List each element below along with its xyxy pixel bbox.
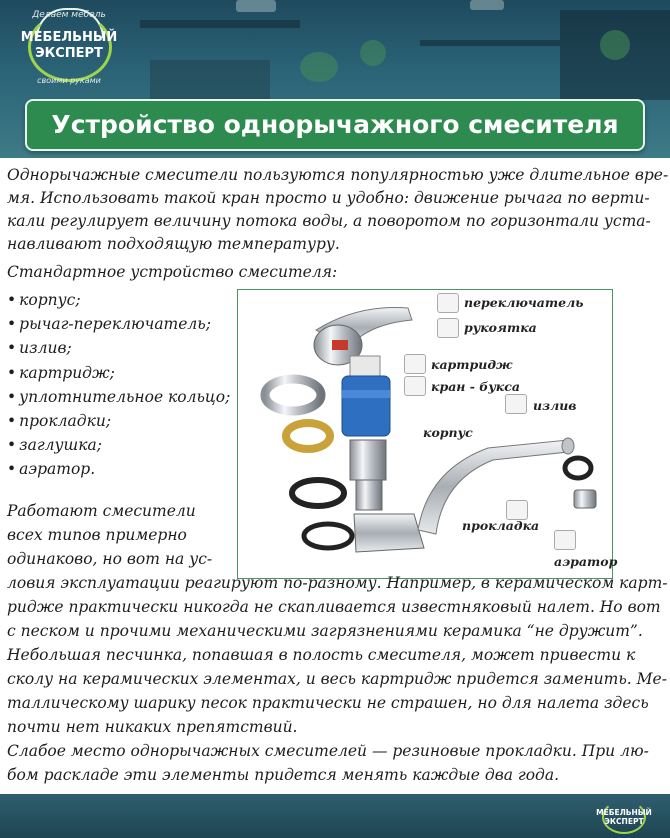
spout-icon: [505, 394, 527, 414]
footer-logo[interactable]: [588, 798, 660, 836]
side-text-line: Работают смесители: [7, 502, 196, 520]
list-item: • картридж;: [7, 361, 230, 385]
body-line: бом раскладе эти элементы придется менять каждые два года.: [7, 766, 560, 784]
body-line: Слабое место однорычажных смесителей — резиновые прокладки. При лю-: [7, 742, 649, 760]
list-item: • рычаг-переключатель;: [7, 312, 230, 336]
label-spout: излив: [533, 398, 577, 413]
body-line: ловия эксплуатации реагируют по-разному. Например, в керамическом карт-: [7, 574, 668, 592]
intro-line: кали регулирует величину потока воды, а поворотом по горизонтали уста-: [7, 212, 651, 230]
switch-icon: [437, 293, 459, 313]
list-item: • заглушка;: [7, 433, 230, 457]
label-valve: кран - букса: [431, 379, 520, 394]
label-switch: переключатель: [464, 295, 584, 310]
aerator-icon: [554, 530, 576, 550]
label-aerator: аэратор: [554, 554, 618, 569]
body-line: ридже практически никогда не скапливается известняковый налет. Но вот: [7, 598, 661, 616]
side-text-line: всех типов примерно: [7, 526, 187, 544]
intro-line: Стандартное устройство смесителя:: [7, 263, 338, 281]
brand-logo[interactable]: [8, 6, 130, 90]
mixer-diagram: [237, 289, 618, 579]
cartridge-icon: [404, 354, 426, 374]
body-line: почти нет никаких препятствий.: [7, 718, 298, 736]
body-line: таллическому шарику песок практически не страшен, но для налета здесь: [7, 694, 649, 712]
body-line: Небольшая песчинка, попавшая в полость смесителя, может привести к: [7, 646, 636, 664]
logo-name-line2: ЭКСПЕРТ: [35, 46, 103, 61]
label-cartridge: картридж: [431, 357, 513, 372]
list-item: • корпус;: [7, 288, 230, 312]
parts-list: [7, 288, 230, 482]
list-item: • прокладки;: [7, 409, 230, 433]
logo-name-line1: МЕБЕЛЬНЫЙ: [20, 30, 118, 45]
logo-tagline-bottom: своими руками: [37, 76, 101, 85]
logo-tagline-top: Делаем мебель: [32, 10, 106, 20]
label-body: корпус: [423, 425, 473, 440]
intro-line: Однорычажные смесители пользуются популярностью уже длительное вре-: [7, 166, 669, 184]
body-line: с песком и прочими механическими загрязнениями керамика “не дружит”.: [7, 622, 643, 640]
footer-logo-line1: МЕБЕЛЬНЫЙ: [596, 808, 652, 817]
valve-icon: [404, 376, 426, 396]
side-text-line: одинаково, но вот на ус-: [7, 550, 213, 568]
page-title: Устройство однорычажного смесителя: [25, 99, 645, 151]
gasket-icon: [506, 500, 528, 520]
label-handle: рукоятка: [464, 320, 537, 335]
footer-logo-line2: ЭКСПЕРТ: [604, 817, 644, 826]
intro-line: мя. Использовать такой кран просто и удобно: движение рычага по верти-: [7, 189, 650, 207]
handle-icon: [437, 318, 459, 338]
list-item: • уплотнительное кольцо;: [7, 385, 230, 409]
label-gasket: прокладка: [462, 518, 540, 533]
list-item: • аэратор.: [7, 457, 230, 481]
list-item: • излив;: [7, 336, 230, 360]
footer-bar: [0, 794, 670, 838]
intro-line: навливают подходящую температуру.: [7, 235, 340, 253]
body-line: сколу на керамических элементах, и весь картридж придется заменить. Ме-: [7, 670, 667, 688]
